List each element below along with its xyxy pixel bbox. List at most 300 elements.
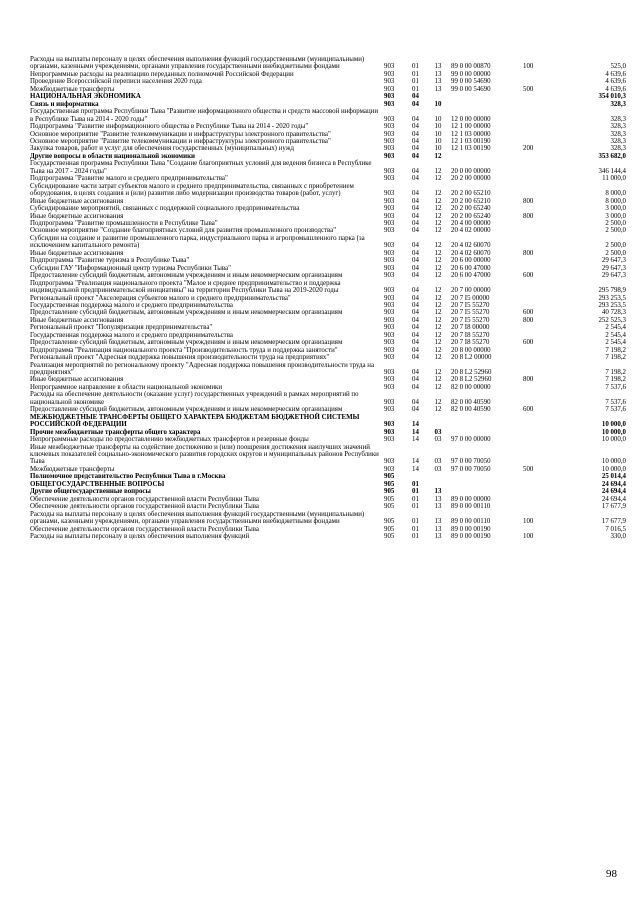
- row-amount: 17 677,9: [601, 518, 626, 526]
- table-row: [30, 86, 626, 93]
- row-subsection-code: 12: [434, 205, 442, 213]
- row-expense-type-code: 800: [523, 197, 534, 205]
- row-expense-type-code: [523, 436, 548, 443]
- row-glava-code: 903: [384, 145, 395, 153]
- row-target-article-code: 20 8 00 00000: [451, 346, 491, 354]
- row-expense-type-code: 600: [523, 272, 534, 280]
- row-glava-code: 905: [384, 488, 395, 496]
- table-row: [30, 235, 626, 250]
- row-target-article-code: 12 1 00 00000: [451, 123, 491, 131]
- row-glava-code: 903: [384, 465, 395, 473]
- row-name: Другие общегосударственные вопросы: [30, 488, 151, 496]
- row-section-code: 04: [412, 175, 419, 183]
- row-amount: 29 647,3: [601, 257, 626, 265]
- table-row: [30, 280, 626, 295]
- table-row: [30, 227, 626, 234]
- row-subsection-code: 12: [434, 249, 442, 257]
- row-expense-type-code: 800: [523, 249, 534, 257]
- table-row: [30, 391, 626, 406]
- row-glava-code: 903: [384, 115, 395, 123]
- row-subsection-code: 12: [434, 287, 442, 295]
- row-section-code: 04: [412, 130, 419, 138]
- row-target-article-code: 82 0 00 00000: [451, 383, 491, 391]
- row-target-article-code: 20 7 I5 55270: [451, 316, 490, 324]
- row-glava-code: 903: [384, 301, 395, 309]
- row-subsection-code: 03: [434, 428, 442, 436]
- row-expense-type-code: [523, 93, 548, 100]
- row-section-code: 04: [412, 219, 419, 227]
- row-expense-type-code: [523, 71, 548, 78]
- row-target-article-code: 97 0 00 70050: [451, 465, 491, 473]
- row-target-article-code: 20 2 00 65240: [451, 205, 491, 213]
- row-glava-code: 903: [384, 309, 395, 317]
- table-row: [30, 131, 626, 138]
- row-target-article-code: 20 7 I5 00000: [451, 294, 490, 302]
- row-amount: 8 000,0: [605, 197, 626, 205]
- table-row: [30, 160, 626, 175]
- row-amount: 328,3: [610, 115, 626, 123]
- row-section-code: 04: [412, 272, 419, 280]
- row-target-article-code: 12 0 00 00000: [451, 115, 491, 123]
- row-name: Расходы на выплаты персоналу в целях обеспечения выполнения функций государственными (муниципальными) органами, казенными учреждениями, органами управления государственными внебюджетными фондами: [30, 56, 365, 71]
- row-section-code: 14: [412, 465, 419, 473]
- row-glava-code: 903: [384, 167, 395, 175]
- row-name: Иные межбюджетные трансферты на содействие достижению и (или) поощрения достижения наилучших значений ключевых показателей социально-экономического развития городских округов и муниципальных районов Республики Тыва: [30, 443, 379, 466]
- row-expense-type-code: [523, 227, 548, 234]
- row-expense-type-code: [523, 220, 548, 227]
- table-row: [30, 153, 626, 160]
- row-amount: 4 639,6: [605, 78, 626, 86]
- row-name: Субсидии ГАУ "Информационный центр туризма Республики Тыва": [30, 264, 231, 272]
- row-glava-code: 903: [384, 70, 395, 78]
- table-row: [30, 198, 626, 205]
- row-expense-type-code: [523, 280, 548, 295]
- table-row: [30, 101, 626, 108]
- row-name: Непрограммные расходы по предоставлению межбюджетных трансфертов и резервные фонды: [30, 436, 309, 444]
- row-subsection-code: 12: [434, 309, 442, 317]
- row-name: Подпрограмма "Реализация национального проекта "Малое и среднее предпринимательство и поддержка индивидуальной предпринимательской инициативы" на территории Республики Тыва на 2019-2020 годы: [30, 279, 341, 295]
- row-name: ОБЩЕГОСУДАРСТВЕННЫЕ ВОПРОСЫ: [30, 480, 165, 488]
- row-expense-type-code: [523, 123, 548, 130]
- row-subsection-code: 12: [434, 167, 442, 175]
- table-row: [30, 295, 626, 302]
- row-section-code: 04: [412, 339, 419, 347]
- row-expense-type-code: [523, 101, 548, 108]
- row-subsection-code: 12: [434, 369, 442, 377]
- row-glava-code: 903: [384, 458, 395, 466]
- row-amount: 7 198,2: [605, 354, 626, 362]
- row-subsection-code: [427, 414, 449, 429]
- row-name: МЕЖБЮДЖЕТНЫЕ ТРАНСФЕРТЫ ОБЩЕГО ХАРАКТЕРА БЮДЖЕТАМ БЮДЖЕТНОЙ СИСТЕМЫ РОССИЙСКОЙ ФЕДЕРАЦИИ: [30, 413, 360, 429]
- row-glava-code: 903: [384, 383, 395, 391]
- row-subsection-code: 12: [434, 406, 442, 414]
- table-row: [30, 250, 626, 257]
- row-glava-code: 905: [384, 518, 395, 526]
- row-glava-code: 905: [384, 503, 395, 511]
- row-expense-type-code: 600: [523, 406, 534, 414]
- row-amount: 328,3: [610, 137, 626, 145]
- row-target-article-code: 20 8 L2 52960: [451, 369, 492, 377]
- row-target-article-code: 20 6 00 47000: [451, 272, 491, 280]
- row-amount: 29 647,3: [601, 272, 626, 280]
- row-glava-code: 903: [384, 398, 395, 406]
- row-name: Субсидирование мероприятий, связанных с поддержкой социального предпринимательства: [30, 205, 300, 213]
- row-name: Субсидирование части затрат субъектов малого и среднего предпринимательства, связанных с приобретением оборудования, в целях создания и (или) развития либо модернизации производства товаров (работ, услуг): [30, 182, 354, 198]
- row-amount: 353 682,0: [598, 152, 626, 160]
- row-expense-type-code: 600: [523, 339, 534, 347]
- row-amount: 24 694,4: [601, 488, 626, 496]
- row-expense-type-code: [523, 496, 548, 503]
- row-subsection-code: 10: [434, 145, 442, 153]
- row-amount: 7 198,2: [605, 346, 626, 354]
- row-target-article-code: 89 0 00 00190: [451, 525, 491, 533]
- row-name: Подпрограмма "Реализация национального проекта "Производительность труда и поддержка занятости": [30, 346, 338, 354]
- row-section-code: 04: [412, 123, 419, 131]
- row-expense-type-code: [523, 481, 548, 488]
- row-section-code: 04: [412, 406, 419, 414]
- row-expense-type-code: [523, 347, 548, 354]
- row-glava-code: 903: [384, 219, 395, 227]
- row-subsection-code: 13: [434, 78, 442, 86]
- row-amount: 328,3: [610, 123, 626, 131]
- row-name: Подпрограмма "Развитие промышленности в Республике Тыва": [30, 219, 218, 227]
- row-subsection-code: 12: [434, 272, 442, 280]
- row-target-article-code: 97 0 00 00000: [451, 436, 491, 444]
- row-target-article-code: 89 0 00 00870: [451, 63, 491, 71]
- row-target-article-code: [449, 473, 523, 480]
- row-name: Региональный проект "Акселерация субъектов малого и среднего предпринимательства": [30, 294, 291, 302]
- row-name: Проведение Всероссийской переписи населения 2020 года: [30, 78, 202, 86]
- row-expense-type-code: 100: [523, 533, 534, 540]
- table-row: [30, 71, 626, 78]
- budget-table-body: [30, 56, 626, 540]
- row-target-article-code: 20 2 00 65240: [451, 212, 491, 220]
- row-section-code: 04: [412, 197, 419, 205]
- row-subsection-code: 12: [434, 398, 442, 406]
- row-glava-code: 903: [384, 78, 395, 86]
- table-row: [30, 309, 626, 316]
- row-name: Предоставление субсидий бюджетным, автономным учреждениям и иным некоммерческим организациям: [30, 406, 343, 414]
- row-expense-type-code: 600: [523, 309, 534, 317]
- row-expense-type-code: [523, 414, 548, 429]
- table-row: [30, 406, 626, 413]
- row-amount: 2 500,0: [605, 249, 626, 257]
- row-amount: 7 198,2: [605, 376, 626, 384]
- row-subsection-code: 13: [434, 70, 442, 78]
- row-expense-type-code: 500: [523, 85, 534, 93]
- row-target-article-code: 12 1 03 00190: [451, 145, 491, 153]
- row-target-article-code: 99 0 00 54690: [451, 85, 491, 93]
- row-glava-code: 903: [384, 227, 395, 235]
- row-name: Полномочное представительство Республики Тыва в г.Москва: [30, 473, 226, 481]
- row-amount: 2 500,0: [605, 227, 626, 235]
- row-name: Предоставление субсидий бюджетным, автономным учреждениям и иным некоммерческим организациям: [30, 339, 343, 347]
- row-subsection-code: 12: [434, 219, 442, 227]
- row-section-code: 04: [412, 257, 419, 265]
- row-name: Обеспечение деятельности органов государственной власти Республики Тыва: [30, 495, 259, 503]
- row-subsection-code: 10: [434, 137, 442, 145]
- row-glava-code: 903: [384, 324, 395, 332]
- row-amount: 330,0: [610, 533, 626, 540]
- row-name: Обеспечение деятельности органов государственной власти Республики Тыва: [30, 503, 259, 511]
- row-subsection-code: 12: [434, 383, 442, 391]
- row-amount: 8 000,0: [605, 190, 626, 198]
- row-glava-code: 905: [384, 533, 395, 540]
- row-target-article-code: 89 0 00 00110: [451, 518, 491, 526]
- row-glava-code: 903: [384, 354, 395, 362]
- row-glava-code: 903: [384, 100, 395, 108]
- row-target-article-code: 89 0 00 00190: [451, 533, 491, 540]
- row-amount: 10 000,0: [601, 436, 626, 444]
- table-row: [30, 429, 626, 436]
- row-amount: 7 537,6: [605, 398, 626, 406]
- table-row: [30, 496, 626, 503]
- row-subsection-code: [427, 473, 449, 480]
- row-amount: 24 694,4: [601, 495, 626, 503]
- table-row: [30, 123, 626, 130]
- row-subsection-code: 13: [434, 518, 442, 526]
- row-name: Подпрограмма "Развитие малого и среднего предпринимательства": [30, 175, 228, 183]
- row-expense-type-code: [523, 488, 548, 495]
- table-row: [30, 138, 626, 145]
- row-section-code: 04: [412, 137, 419, 145]
- table-row: [30, 183, 626, 198]
- row-subsection-code: 12: [434, 197, 442, 205]
- row-amount: 7 016,5: [605, 525, 626, 533]
- row-expense-type-code: 800: [523, 376, 534, 384]
- table-row: [30, 145, 626, 152]
- row-subsection-code: 12: [434, 175, 442, 183]
- row-expense-type-code: [523, 108, 548, 123]
- table-row: [30, 339, 626, 346]
- row-glava-code: 903: [384, 190, 395, 198]
- table-row: [30, 257, 626, 264]
- row-expense-type-code: [523, 183, 548, 198]
- row-subsection-code: 10: [434, 123, 442, 131]
- row-section-code: 04: [412, 205, 419, 213]
- row-name: Обеспечение деятельности органов государственной власти Республики Тыва: [30, 525, 259, 533]
- row-expense-type-code: [523, 324, 548, 331]
- row-subsection-code: [427, 481, 449, 488]
- row-subsection-code: 13: [434, 85, 442, 93]
- row-name: Закупка товаров, работ и услуг для обеспечения государственных (муниципальных) нужд: [30, 145, 294, 153]
- row-expense-type-code: [523, 235, 548, 250]
- row-amount: 7 537,6: [605, 383, 626, 391]
- row-amount: 328,3: [610, 145, 626, 153]
- row-name: Региональный проект "Популяризация предпринимательства": [30, 324, 213, 332]
- row-expense-type-code: [523, 332, 548, 339]
- row-target-article-code: 99 0 00 00000: [451, 70, 491, 78]
- row-glava-code: 903: [384, 421, 395, 429]
- table-row: [30, 511, 626, 526]
- row-subsection-code: 12: [434, 346, 442, 354]
- budget-table: [30, 56, 626, 540]
- row-target-article-code: 20 2 00 65210: [451, 197, 491, 205]
- row-glava-code: 903: [384, 264, 395, 272]
- table-row: [30, 108, 626, 123]
- row-section-code: 04: [412, 398, 419, 406]
- row-section-code: 01: [412, 533, 419, 540]
- row-name: Расходы на обеспечение деятельности (оказание услуг) государственных учреждений в рамках мероприятий по национальной экономике: [30, 391, 359, 406]
- row-amount: 4 639,6: [605, 70, 626, 78]
- row-amount: 25 014,4: [601, 473, 626, 481]
- row-target-article-code: [449, 488, 523, 495]
- row-subsection-code: 13: [434, 525, 442, 533]
- row-glava-code: 905: [384, 525, 395, 533]
- row-subsection-code: 13: [434, 533, 442, 540]
- row-glava-code: 903: [384, 123, 395, 131]
- row-expense-type-code: [523, 526, 548, 533]
- row-expense-type-code: 100: [523, 63, 534, 71]
- row-section-code: 04: [412, 301, 419, 309]
- row-section-code: 14: [412, 428, 419, 436]
- row-amount: 2 545,4: [605, 339, 626, 347]
- row-section-code: 01: [412, 480, 419, 488]
- row-target-article-code: 89 0 00 00110: [451, 503, 491, 511]
- row-section-code: 01: [412, 518, 419, 526]
- row-expense-type-code: [523, 391, 548, 406]
- row-section-code: 04: [412, 242, 419, 250]
- row-glava-code: 903: [384, 428, 395, 436]
- row-glava-code: 903: [384, 376, 395, 384]
- row-name: Региональный проект "Адресная поддержка повышения производительности труда на предприятиях": [30, 354, 330, 362]
- budget-document: [30, 56, 626, 540]
- row-target-article-code: 20 4 02 60070: [451, 249, 491, 257]
- row-name: Основное мероприятие "Развитие телекоммуникации и инфраструктуры электронного правительства": [30, 137, 331, 145]
- row-section-code: 04: [412, 287, 419, 295]
- row-section-code: 04: [412, 354, 419, 362]
- row-expense-type-code: [523, 265, 548, 272]
- row-subsection-code: 12: [434, 354, 442, 362]
- row-subsection-code: 12: [434, 257, 442, 265]
- row-expense-type-code: 500: [523, 465, 534, 473]
- row-name: Непрограммные расходы на реализацию переданных полномочий Российской Федерации: [30, 70, 294, 78]
- row-name: Предоставление субсидий бюджетным, автономным учреждениям и иным некоммерческим организациям: [30, 309, 343, 317]
- row-name: Межбюджетные трансферты: [30, 85, 115, 93]
- row-amount: 40 728,3: [601, 309, 626, 317]
- row-amount: 293 253,5: [598, 294, 626, 302]
- row-section-code: 04: [412, 316, 419, 324]
- row-expense-type-code: 800: [523, 316, 534, 324]
- row-glava-code: 903: [384, 137, 395, 145]
- row-expense-type-code: [523, 354, 548, 361]
- row-expense-type-code: [523, 153, 548, 160]
- row-name: Реализация мероприятий по региональному проекту "Адресная поддержка повышения производительности труда на предприятиях": [30, 361, 374, 377]
- page-number: 98: [606, 868, 617, 880]
- row-target-article-code: 99 0 00 54690: [451, 78, 491, 86]
- row-section-code: 01: [412, 503, 419, 511]
- row-section-code: 04: [412, 212, 419, 220]
- row-amount: 2 500,0: [605, 219, 626, 227]
- row-amount: 17 677,9: [601, 503, 626, 511]
- table-row: [30, 272, 626, 279]
- row-name: Субсидии на создание и развитие промышленного парка, индустриального парка и агропромышленного парка (за исключением капитального ремонта): [30, 234, 365, 250]
- row-section-code: 04: [412, 383, 419, 391]
- row-section-code: 14: [412, 458, 419, 466]
- row-name: Подпрограмма "Развитие туризма в Республике Тыва": [30, 257, 190, 265]
- row-subsection-code: 12: [434, 190, 442, 198]
- row-amount: 346 144,4: [598, 167, 626, 175]
- row-glava-code: 905: [384, 473, 395, 481]
- row-expense-type-code: [523, 78, 548, 85]
- row-section-code: 04: [412, 294, 419, 302]
- row-target-article-code: 20 2 00 00000: [451, 175, 491, 183]
- row-expense-type-code: [523, 257, 548, 264]
- row-expense-type-code: [523, 362, 548, 377]
- row-expense-type-code: [523, 131, 548, 138]
- row-amount: 328,3: [610, 100, 626, 108]
- row-glava-code: 903: [384, 272, 395, 280]
- table-row: [30, 444, 626, 466]
- row-glava-code: 903: [384, 316, 395, 324]
- row-amount: 29 647,3: [601, 264, 626, 272]
- row-name: Подпрограмма "Развитие информационного общества в Республике Тыва на 2014 - 2020 годы": [30, 123, 309, 131]
- row-target-article-code: 20 6 00 00000: [451, 257, 491, 265]
- table-row: [30, 503, 626, 510]
- row-glava-code: 903: [384, 63, 395, 71]
- row-expense-type-code: [523, 503, 548, 510]
- row-name: Иные бюджетные ассигнования: [30, 212, 124, 220]
- table-row: [30, 213, 626, 220]
- table-row: [30, 354, 626, 361]
- row-section-code: 04: [412, 369, 419, 377]
- row-subsection-code: 10: [434, 115, 442, 123]
- row-expense-type-code: [523, 429, 548, 436]
- row-name: Иные бюджетные ассигнования: [30, 376, 124, 384]
- table-row: [30, 533, 626, 540]
- table-row: [30, 347, 626, 354]
- table-row: [30, 414, 626, 429]
- row-subsection-code: 12: [434, 294, 442, 302]
- row-glava-code: 903: [384, 339, 395, 347]
- row-glava-code: 903: [384, 257, 395, 265]
- row-target-article-code: [449, 429, 523, 436]
- row-name: Государственная программа Республики Тыва "Создание благоприятных условий для ведения бизнеса в Республике Тыва на 2017 - 2024 годы": [30, 160, 372, 175]
- row-section-code: 01: [412, 525, 419, 533]
- row-target-article-code: 20 2 00 65210: [451, 190, 491, 198]
- table-row: [30, 332, 626, 339]
- row-subsection-code: 12: [434, 212, 442, 220]
- row-amount: 7 537,6: [605, 406, 626, 414]
- row-target-article-code: 20 7 I8 55270: [451, 331, 490, 339]
- row-section-code: 04: [412, 115, 419, 123]
- row-target-article-code: [449, 93, 523, 100]
- row-amount: 295 798,9: [598, 287, 626, 295]
- row-target-article-code: 20 4 00 00000: [451, 219, 491, 227]
- row-section-code: 01: [412, 78, 419, 86]
- row-subsection-code: 12: [434, 339, 442, 347]
- row-name: Иные бюджетные ассигнования: [30, 249, 124, 257]
- row-amount: 11 000,0: [602, 175, 626, 183]
- row-target-article-code: 20 8 L2 00000: [451, 354, 492, 362]
- row-amount: 10 000,0: [601, 458, 626, 466]
- row-target-article-code: 89 0 00 00000: [451, 495, 491, 503]
- row-glava-code: 903: [384, 331, 395, 339]
- row-name: Иные бюджетные ассигнования: [30, 197, 124, 205]
- row-name: Государственная поддержка малого и среднего предпринимательства: [30, 301, 233, 309]
- row-name: Основное мероприятие "Развитие телекоммуникации и инфраструктуры электронного правительства": [30, 130, 331, 138]
- row-amount: 4 639,6: [605, 85, 626, 93]
- row-name: Межбюджетные трансферты: [30, 465, 115, 473]
- row-amount: 3 000,0: [605, 212, 626, 220]
- row-subsection-code: 13: [434, 488, 442, 496]
- row-section-code: 01: [412, 85, 419, 93]
- row-expense-type-code: 200: [523, 145, 534, 153]
- row-expense-type-code: [523, 205, 548, 212]
- table-row: [30, 93, 626, 100]
- table-row: [30, 205, 626, 212]
- row-section-code: 04: [412, 309, 419, 317]
